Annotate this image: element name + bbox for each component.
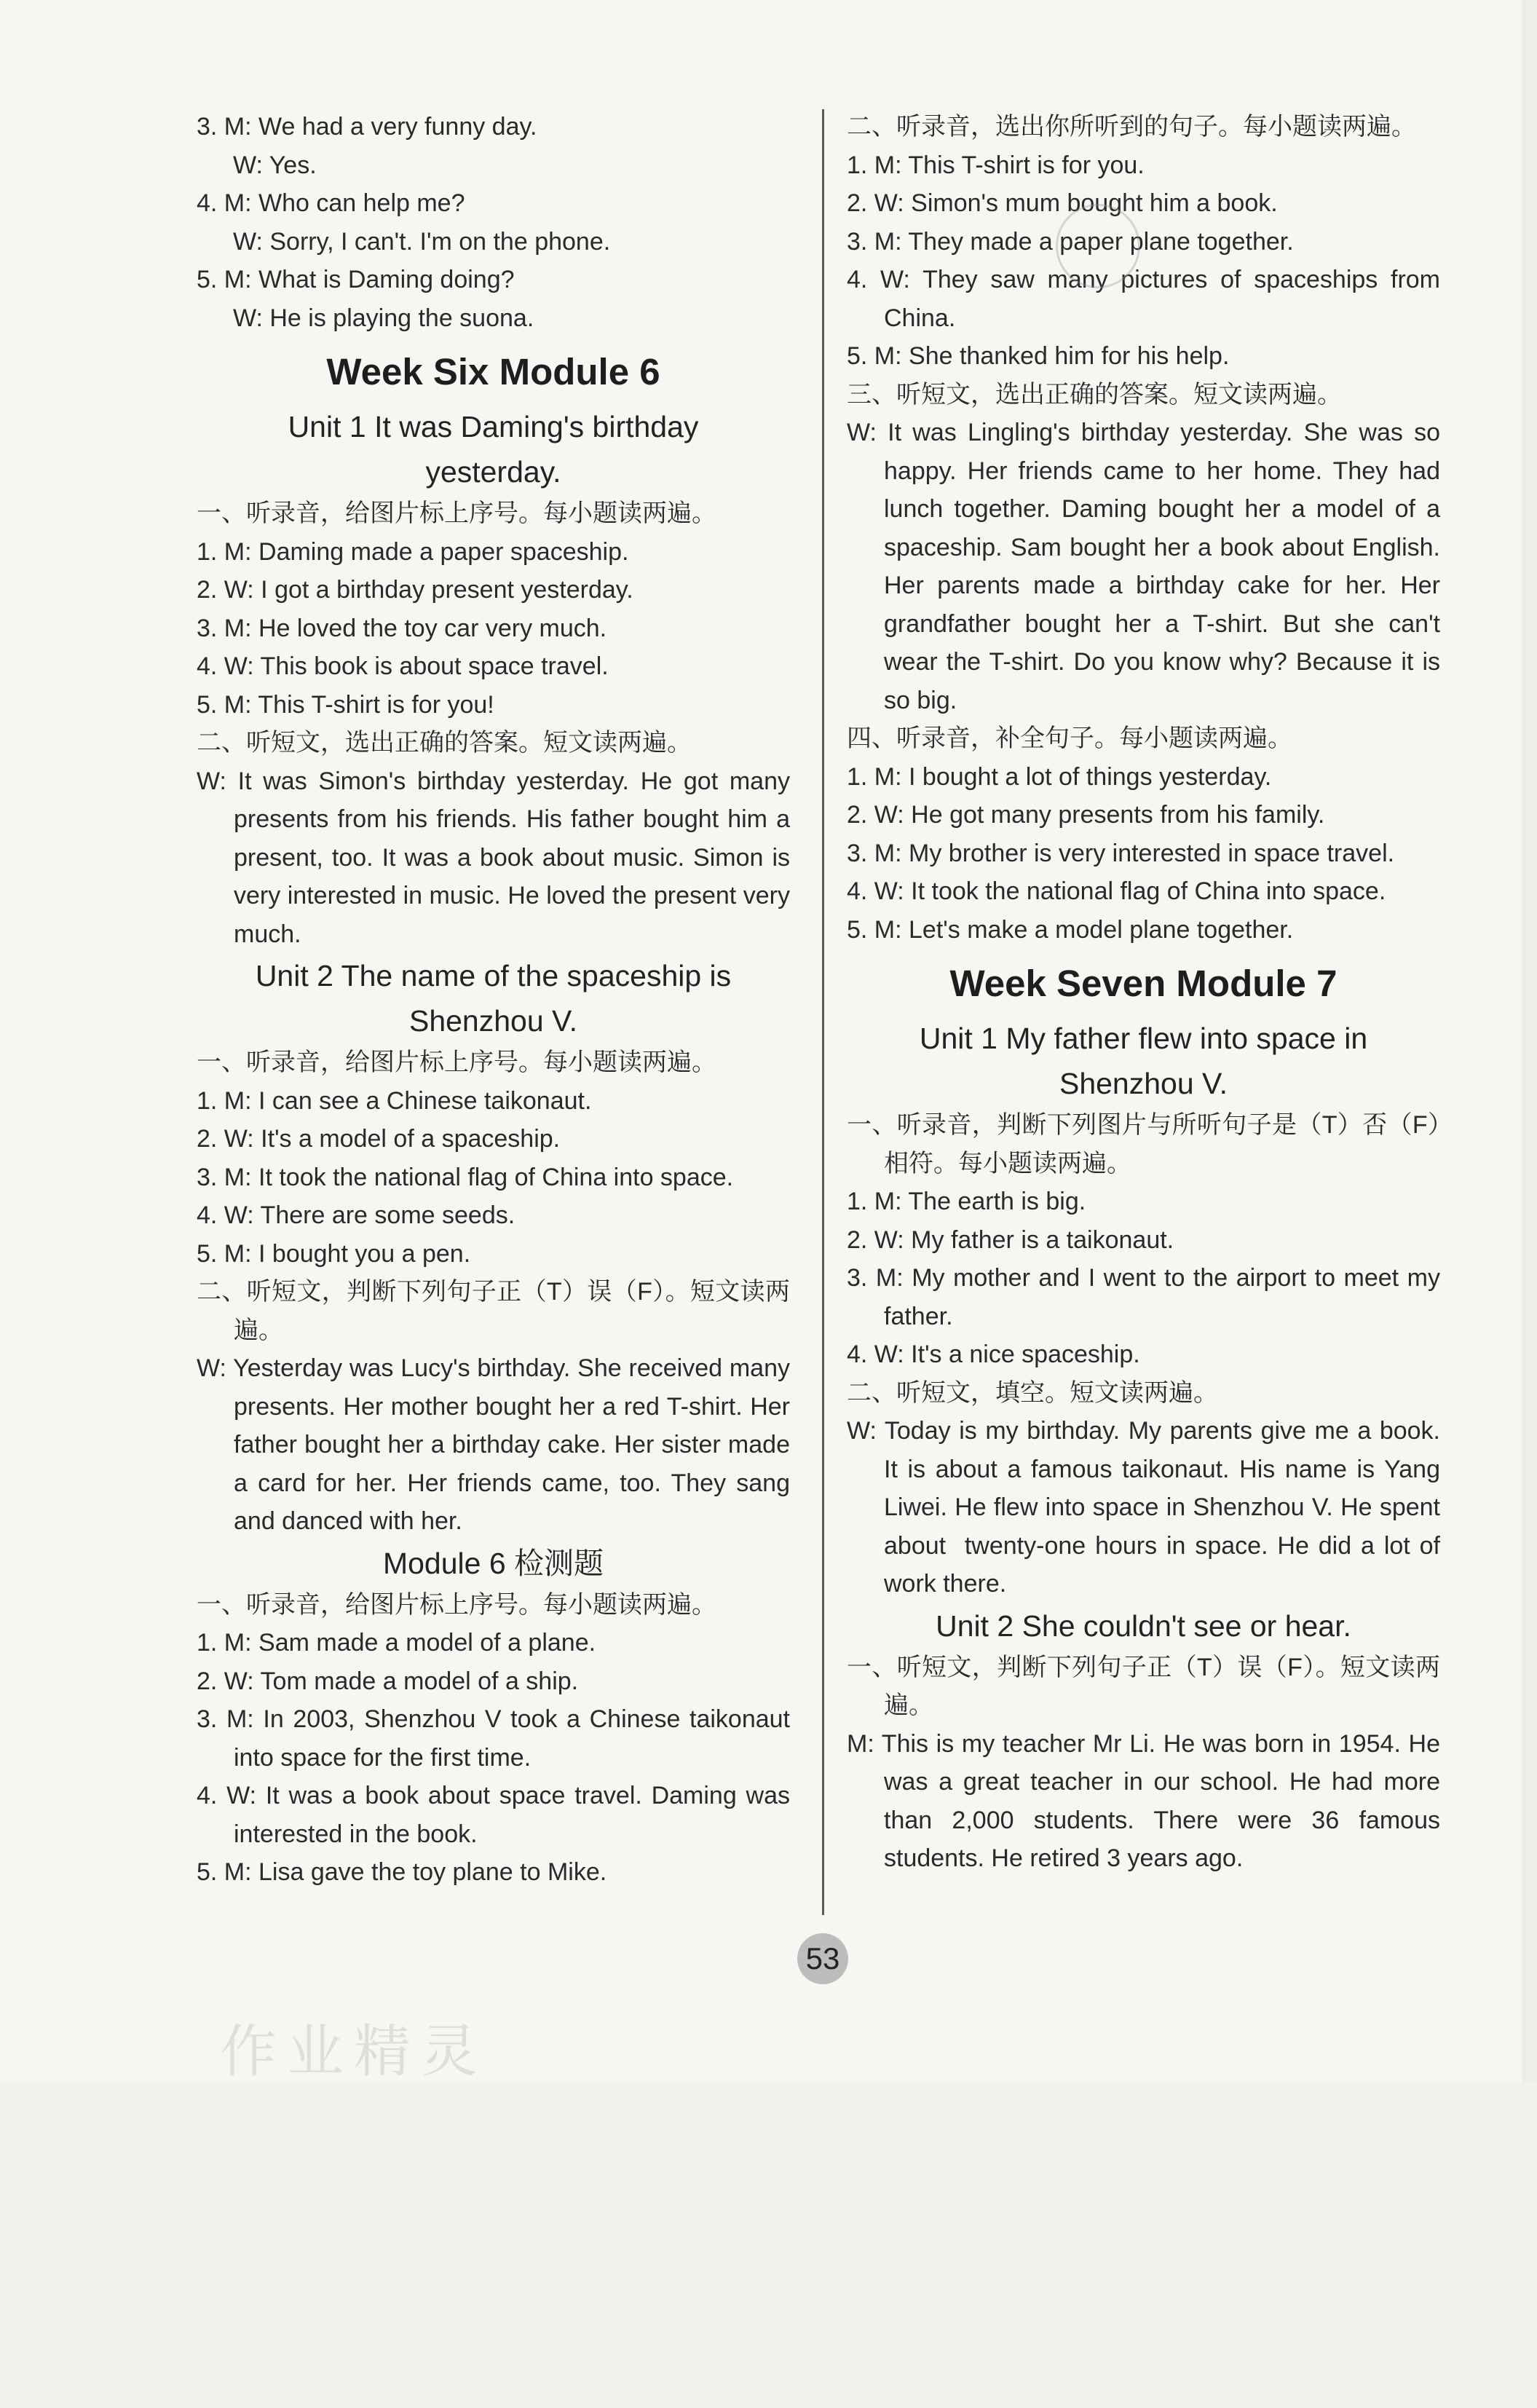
text-line: 2. W: Simon's mum bought him a book.	[847, 189, 1278, 217]
text-line: 二、听短文，判断下列句子正（T）误（F）。短文读两遍。	[197, 1278, 790, 1344]
text-line: 一、听录音，给图片标上序号。每小题读两遍。	[197, 500, 716, 527]
text-line: 2. W: Tom made a model of a ship.	[197, 1667, 579, 1695]
text-line: 一、听录音，判断下列图片与所听句子是（T）否（F）相符。每小题读两遍。	[847, 1111, 1440, 1177]
text-line: 4. M: Who can help me?	[197, 189, 465, 217]
text-line: 4. W: It took the national flag of China into space.	[847, 877, 1386, 905]
text-line: 2. W: He got many presents from his family.	[847, 801, 1325, 829]
unit-title: Unit 1 It was Daming's birthday	[288, 410, 699, 443]
text-line: W: It was Lingling's birthday yesterday. She was so happy. Her friends came to her home. They had lunch together. Daming bought her a model of a spaceship. Sam bought her a book about English. Her parents made a birthday cake for her. Her grandfather bought her a T-shirt. But she can't wear the T-shirt. Do you know why? Because it is so big.	[847, 419, 1447, 714]
text-line: 2. W: It's a model of a spaceship.	[197, 1125, 561, 1153]
unit-title: Shenzhou V.	[408, 1004, 578, 1038]
adjacent-page-edge	[1522, 0, 1537, 2083]
unit-title: Unit 1 My father flew into space in	[919, 1022, 1368, 1055]
text-line: 1. M: I bought a lot of things yesterday.	[847, 762, 1272, 791]
week-title: Week Six Module 6	[326, 351, 660, 392]
text-line: 4. W: There are some seeds.	[197, 1201, 515, 1229]
text-line: 3. M: We had a very funny day.	[197, 113, 537, 141]
text-line: 1. M: The earth is big.	[847, 1188, 1086, 1215]
text-line: 5. M: Let's make a model plane together.	[847, 915, 1294, 944]
text-line: 5. M: She thanked him for his help.	[847, 342, 1230, 370]
text-line: 三、听短文，选出正确的答案。短文读两遍。	[847, 380, 1342, 408]
text-line: 1. M: Sam made a model of a plane.	[197, 1629, 596, 1657]
text-line: 4. W: It was a book about space travel. Daming was interested in the book.	[197, 1782, 797, 1848]
text-line: 一、听录音，给图片标上序号。每小题读两遍。	[197, 1049, 716, 1076]
right-column	[847, 108, 1447, 1878]
text-line: 一、听短文，判断下列句子正（T）误（F）。短文读两遍。	[847, 1653, 1440, 1719]
text-line: 3. M: They made a paper plane together.	[847, 227, 1294, 256]
text-line: W: Yes.	[233, 151, 317, 179]
unit-title: Unit 2 She couldn't see or hear.	[936, 1608, 1351, 1643]
text-line: 5. M: I bought you a pen.	[197, 1239, 471, 1268]
text-line: 4. W: This book is about space travel.	[197, 652, 609, 680]
text-line: 3. M: In 2003, Shenzhou V took a Chinese taikonaut into space for the first time.	[197, 1705, 797, 1772]
text-line: W: It was Simon's birthday yesterday. He got many presents from his friends. His father bought him a present, too. It was a book about music. Simon is very interested in music. He loved the present very much.	[197, 767, 797, 948]
text-line: 二、听短文，填空。短文读两遍。	[847, 1378, 1218, 1407]
text-line: W: Today is my birthday. My parents give me a book. It is about a famous taikonaut. His name is Yang Liwei. He flew into space in Shenzhou V. He spent about twenty-one hours in space. He did a lot of work there.	[847, 1417, 1447, 1598]
unit-title: Unit 2 The name of the spaceship is	[255, 959, 732, 992]
text-line: 2. W: My father is a taikonaut.	[847, 1225, 1174, 1254]
text-line: 4. W: They saw many pictures of spaceships from China.	[847, 266, 1447, 332]
text-line: 4. W: It's a nice spaceship.	[847, 1341, 1140, 1368]
text-line: W: Sorry, I can't. I'm on the phone.	[233, 227, 611, 256]
text-line: 2. W: I got a birthday present yesterday.	[197, 576, 633, 604]
module-title: Module 6 检测题	[382, 1546, 604, 1580]
watermark-stamp-icon	[1056, 204, 1140, 288]
week-title: Week Seven Module 7	[949, 963, 1338, 1004]
text-line: 3. M: He loved the toy car very much.	[197, 614, 607, 642]
text-line: 一、听录音，给图片标上序号。每小题读两遍。	[197, 1590, 716, 1619]
text-line: M: This is my teacher Mr Li. He was born in 1954. He was a great teacher in our school. He had more than 2,000 students. There were 36 famous students. He retired 3 years ago.	[847, 1729, 1447, 1872]
watermark-text: 作业精灵	[220, 2019, 489, 2085]
text-line: 3. M: My brother is very interested in space travel.	[847, 839, 1395, 867]
unit-title: yesterday.	[425, 455, 561, 489]
left-column	[197, 108, 797, 1892]
text-line: 1. M: I can see a Chinese taikonaut.	[197, 1086, 592, 1115]
text-line: 1. M: Daming made a paper spaceship.	[197, 537, 629, 566]
text-line: 二、听短文，选出正确的答案。短文读两遍。	[197, 729, 692, 757]
column-divider	[822, 109, 824, 1915]
text-line: 5. M: What is Daming doing?	[197, 266, 515, 293]
text-line: 5. M: This T-shirt is for you!	[197, 690, 494, 719]
text-line: W: Yesterday was Lucy's birthday. She received many presents. Her mother bought her a red T-shirt. Her father bought her a birthday cake. Her sister made a card for her. Her friends came, too. They sang and danced with her.	[197, 1354, 797, 1535]
text-line: 3. M: It took the national flag of China into space.	[197, 1163, 734, 1191]
text-line: W: He is playing the suona.	[233, 304, 534, 332]
page-number: 53	[797, 1933, 848, 1984]
text-line: 1. M: This T-shirt is for you.	[847, 151, 1145, 179]
text-line: 四、听录音，补全句子。每小题读两遍。	[847, 725, 1292, 752]
text-line: 3. M: My mother and I went to the airport to meet my father.	[847, 1264, 1447, 1330]
unit-title: Shenzhou V.	[1059, 1067, 1228, 1100]
text-line: 5. M: Lisa gave the toy plane to Mike.	[197, 1858, 607, 1886]
text-line: 二、听录音，选出你所听到的句子。每小题读两遍。	[847, 113, 1416, 141]
